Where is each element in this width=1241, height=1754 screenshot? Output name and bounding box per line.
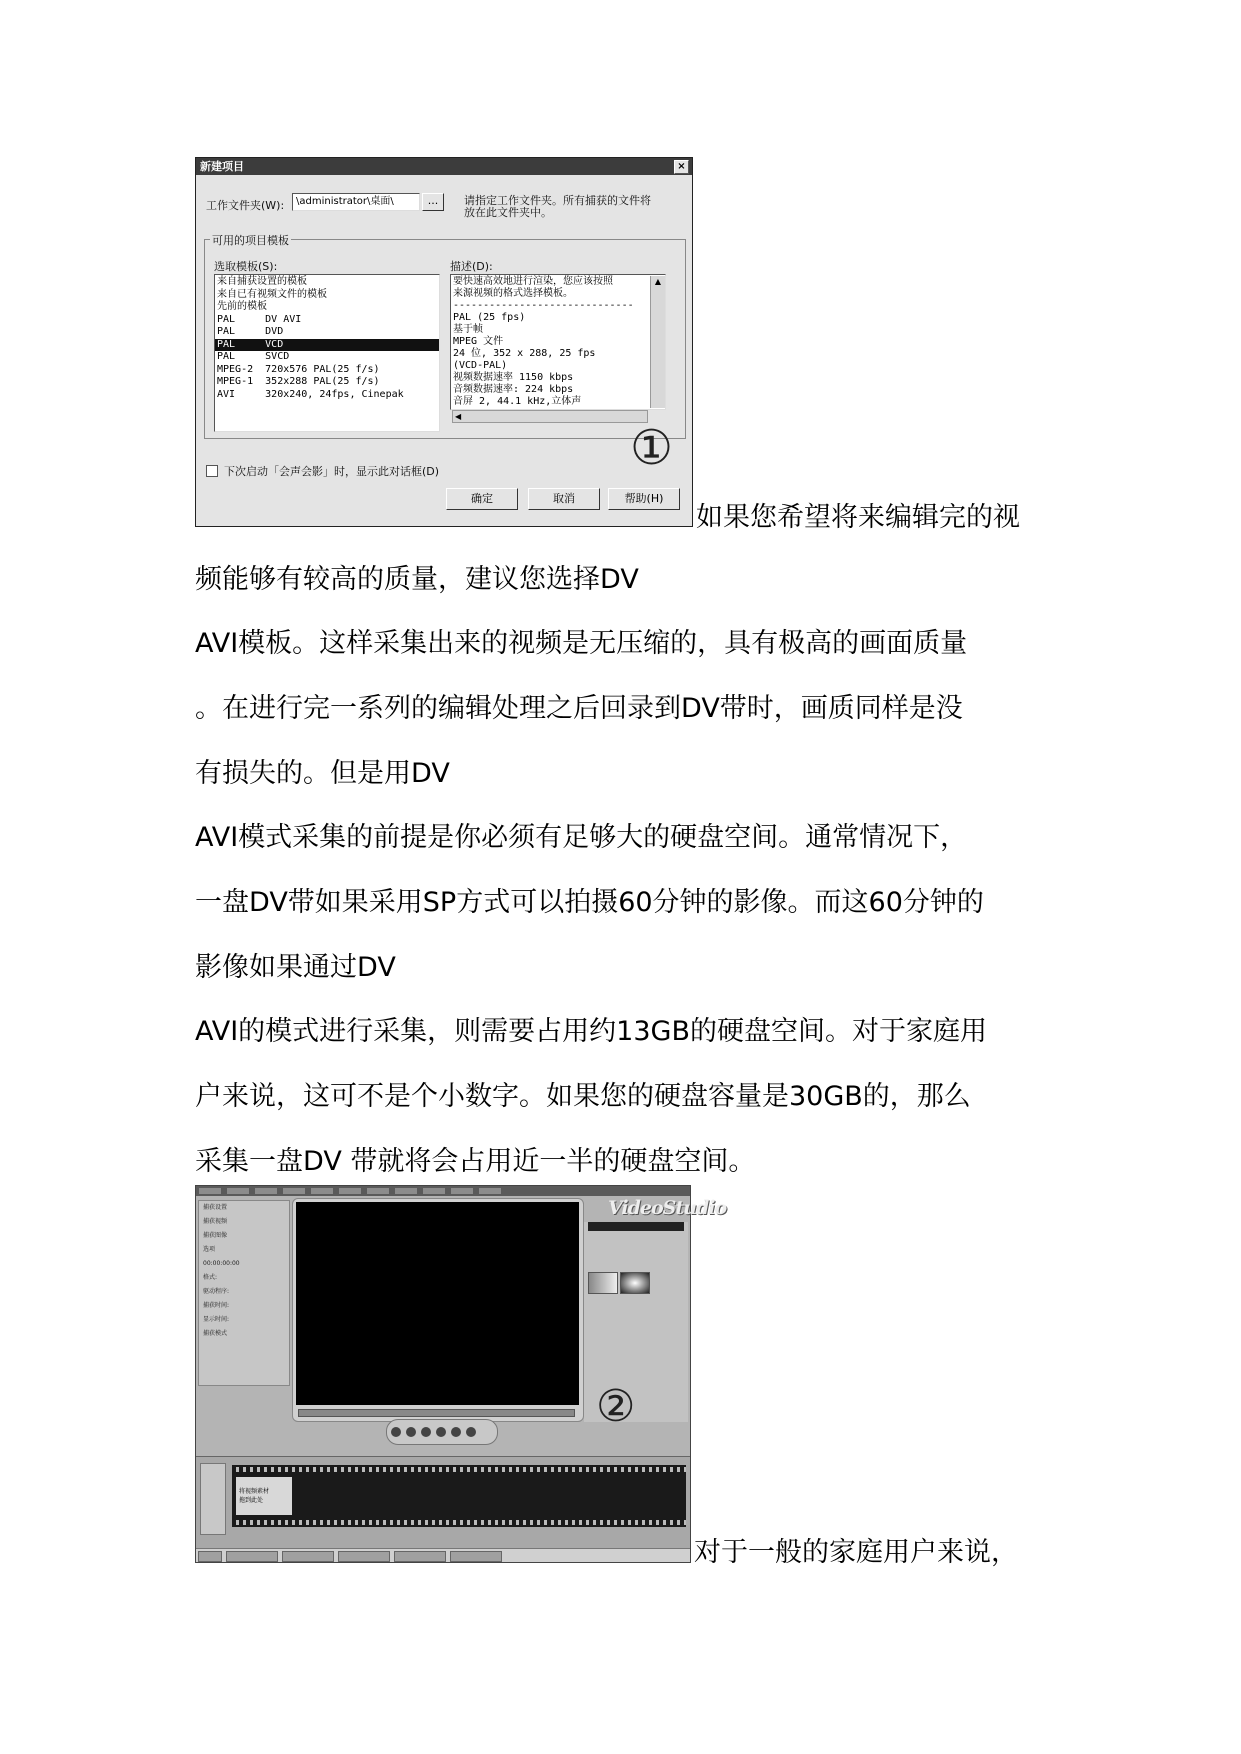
close-icon[interactable]: × [674, 160, 689, 174]
description-label: 描述(D): [450, 260, 493, 273]
description-box [450, 274, 666, 410]
videostudio-logo: VideoStudio [608, 1197, 727, 1219]
description-line: 视频数据速率 1150 kbps [453, 372, 574, 383]
windows-taskbar [196, 1548, 690, 1562]
paragraph-line-5: 有损失的。但是用DV [195, 758, 450, 789]
scrubber-bar[interactable] [298, 1409, 575, 1417]
figure-marker-2: ② [596, 1381, 636, 1432]
capture-option-row[interactable]: 捕获设置 [203, 1204, 228, 1211]
paragraph-line-3: AVI模板。这样采集出来的视频是无压缩的，具有极高的画面质量 [195, 628, 968, 659]
new-project-dialog-screenshot [195, 157, 693, 527]
template-list-item[interactable]: 来自已有视频文件的模板 [217, 288, 327, 300]
taskbar-item[interactable] [338, 1551, 390, 1562]
description-line: PAL (25 fps) [453, 312, 526, 323]
description-line: (VCD-PAL) [453, 360, 508, 371]
volume-icon[interactable] [466, 1427, 476, 1437]
folder-hint-2: 放在此文件夹中。 [464, 206, 552, 219]
template-list-item[interactable]: PAL DVD [217, 326, 284, 337]
rewind-icon[interactable] [421, 1427, 431, 1437]
repeat-icon[interactable] [451, 1427, 461, 1437]
timeline-area [196, 1456, 690, 1552]
template-list-item[interactable]: 先前的模板 [217, 301, 267, 312]
template-list[interactable] [214, 274, 440, 432]
help-button[interactable]: 帮助(H) [608, 488, 680, 510]
template-list-item[interactable]: AVI 320x240, 24fps, Cinepak [217, 388, 404, 400]
select-template-label: 选取模板(S): [214, 260, 278, 273]
capture-option-row[interactable]: 格式: [203, 1274, 218, 1281]
description-line: 要快速高效地进行渲染，您应该按照 [453, 276, 613, 287]
start-button[interactable] [198, 1551, 222, 1562]
folder-hint-1: 请指定工作文件夹。所有捕获的文件将 [464, 194, 651, 207]
capture-options-panel [198, 1200, 290, 1386]
stop-icon[interactable] [406, 1427, 416, 1437]
paragraph-line-1: 如果您希望将来编辑完的视 [696, 502, 1020, 533]
capture-options-list [199, 1201, 289, 1341]
dialog-titlebar [196, 158, 692, 175]
play-icon[interactable] [391, 1427, 401, 1437]
clip-slot-line-1: 将视频素材 [239, 1488, 270, 1495]
folder-input[interactable]: \administrator\桌面\ [292, 193, 420, 211]
paragraph-line-6: AVI模式采集的前提是你必须有足够大的硬盘空间。通常情况下， [195, 822, 968, 853]
template-list-item[interactable]: MPEG-1 352x288 PAL(25 f/s) [217, 376, 380, 387]
videostudio-screenshot [195, 1185, 727, 1563]
paragraph-line-7: 一盘DV带如果采用SP方式可以拍摄60分钟的影像。而这60分钟的 [195, 887, 984, 918]
cancel-button[interactable]: 取消 [528, 488, 600, 510]
description-line: 音频数据速率: 224 kbps [453, 384, 574, 395]
capture-option-row[interactable]: 选项 [203, 1246, 216, 1253]
template-list-item[interactable]: MPEG-2 720x576 PAL(25 f/s) [217, 363, 380, 375]
taskbar-item[interactable] [450, 1551, 502, 1562]
description-line: 音屏 2, 44.1 kHz,立体声 [453, 396, 582, 407]
capture-option-row[interactable]: 00:00:00:00 [203, 1260, 240, 1267]
paragraph-line-8: 影像如果通过DV [195, 952, 396, 983]
description-line: 24 位, 352 x 288, 25 fps [453, 348, 596, 359]
startup-checkbox[interactable] [206, 465, 218, 477]
preview-screen [296, 1202, 579, 1405]
scroll-up-icon[interactable]: ▲ [654, 277, 662, 286]
figure-marker-1: ① [630, 420, 674, 476]
template-list-item[interactable]: PAL VCD [215, 339, 439, 352]
paragraph-line-12: 对于一般的家庭用户来说， [694, 1537, 1018, 1568]
ok-button[interactable]: 确定 [446, 488, 518, 510]
folder-label: 工作文件夹(W): [206, 199, 285, 212]
capture-option-row[interactable]: 驱动程序: [203, 1288, 230, 1295]
library-dropdown[interactable] [588, 1222, 684, 1231]
clip-drop-slot[interactable] [236, 1477, 292, 1515]
template-list-item[interactable]: 来自捕获设置的模板 [217, 276, 307, 287]
horizontal-scrollbar[interactable]: ◀ [452, 410, 648, 423]
paragraph-line-4: 。在进行完一系列的编辑处理之后回录到DV带时，画质同样是没 [195, 693, 963, 724]
paragraph-line-2: 频能够有较高的质量，建议您选择DV [195, 564, 639, 595]
capture-option-row[interactable]: 捕获图像 [203, 1232, 228, 1239]
paragraph-line-10: 户来说，这可不是个小数字。如果您的硬盘容量是30GB的，那么 [195, 1081, 971, 1112]
taskbar-item[interactable] [282, 1551, 334, 1562]
description-line: ------------------------------ [453, 300, 634, 311]
capture-option-row[interactable]: 显示时间: [203, 1316, 230, 1323]
taskbar-item[interactable] [226, 1551, 278, 1562]
description-line: 来源视频的格式选择模板。 [453, 288, 573, 299]
startup-checkbox-label: 下次启动「会声会影」时，显示此对话框(D) [224, 465, 440, 478]
template-list-item[interactable]: PAL SVCD [217, 351, 290, 362]
clip-slot-line-2: 拖到此处 [239, 1497, 264, 1504]
template-list-item[interactable]: PAL DV AVI [217, 313, 302, 325]
dialog-title: 新建项目 [200, 160, 244, 173]
menu-bar [196, 1186, 690, 1196]
description-line: 基于帧 [453, 324, 483, 335]
paragraph-line-11: 采集一盘DV 带就将会占用近一半的硬盘空间。 [195, 1146, 756, 1177]
description-scrollbar[interactable] [650, 276, 665, 408]
library-thumbnail-2[interactable] [620, 1272, 650, 1294]
description-line: MPEG 文件 [453, 336, 504, 347]
storyboard-filmstrip[interactable] [232, 1465, 686, 1527]
capture-option-row[interactable]: 捕获模式 [203, 1330, 228, 1337]
library-thumbnail-1[interactable] [588, 1272, 618, 1294]
browse-button[interactable]: ... [422, 193, 444, 211]
capture-option-row[interactable]: 捕获时间: [203, 1302, 230, 1309]
timeline-toolbar[interactable] [200, 1463, 226, 1535]
forward-icon[interactable] [436, 1427, 446, 1437]
playback-controls[interactable] [386, 1419, 498, 1445]
capture-option-row[interactable]: 捕获视频 [203, 1218, 228, 1225]
taskbar-item[interactable] [394, 1551, 446, 1562]
paragraph-line-9: AVI的模式进行采集，则需要占用约13GB的硬盘空间。对于家庭用 [195, 1016, 987, 1047]
group-label: 可用的项目模板 [212, 234, 289, 247]
